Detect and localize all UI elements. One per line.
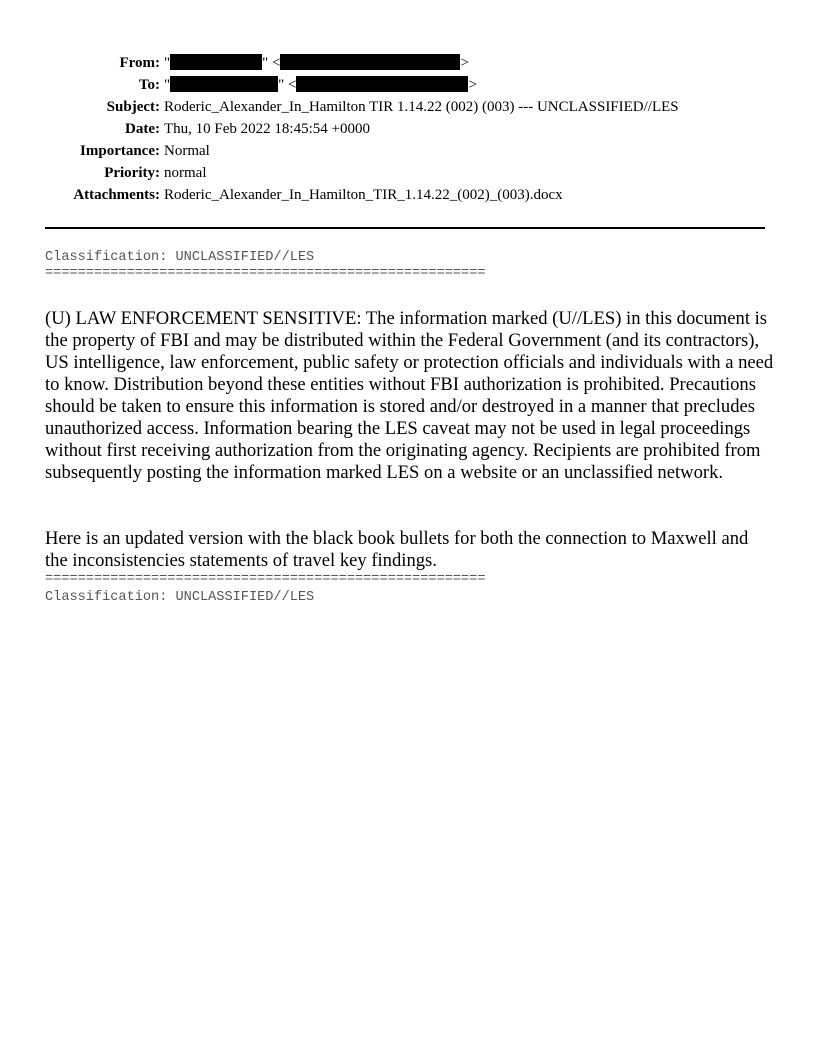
separator-bottom: ====================================================== [45, 572, 486, 587]
priority-label: Priority: [104, 165, 160, 181]
from-quote-close: " [262, 55, 269, 71]
to-value [160, 74, 477, 96]
to-quote-open: " [164, 77, 171, 93]
email-header [0, 52, 679, 206]
date-row [0, 118, 679, 140]
classification-bottom: Classification: UNCLASSIFIED//LES [45, 590, 315, 605]
date-label: Date: [125, 121, 160, 137]
from-label: From: [119, 55, 160, 71]
priority-value: normal [164, 165, 207, 181]
separator-top: ====================================================== [45, 266, 486, 281]
from-value [160, 52, 469, 74]
attachments-row [0, 184, 679, 206]
subject-label: Subject: [106, 99, 160, 115]
to-email-redaction [296, 76, 468, 92]
subject-row [0, 96, 679, 118]
subject-value: Roderic_Alexander_In_Hamilton TIR 1.14.22 (002) (003) --- UNCLASSIFIED//LES [164, 99, 679, 115]
attachments-label: Attachments: [73, 187, 160, 203]
importance-label: Importance: [80, 143, 160, 159]
to-quote-close: " [278, 77, 285, 93]
importance-row [0, 140, 679, 162]
to-row [0, 74, 679, 96]
priority-row [0, 162, 679, 184]
header-divider [45, 227, 765, 229]
from-email-redaction [280, 54, 460, 70]
date-value: Thu, 10 Feb 2022 18:45:54 +0000 [164, 121, 370, 137]
to-label: To: [138, 77, 160, 93]
to-lt: < [284, 77, 297, 93]
to-gt: > [468, 77, 477, 93]
message-text: Here is an updated version with the black book bullets for both the connection to Maxwell and the inconsistencies statements of travel key findings. [45, 528, 749, 571]
les-notice: (U) LAW ENFORCEMENT SENSITIVE: The information marked (U//LES) in this document is the property of FBI and may be distributed within the Federal Government (and its contractors), US intelligence, law enforcement, public safety or protection officials and individuals with a need to know. Distribution beyond these entities without FBI authorization is prohibited. Precautions should be taken to ensure this information is stored and/or destroyed in a manner that precludes unauthorized access. Information bearing the LES caveat may not be used in legal proceedings without first receiving authorization from the originating agency. Recipients are prohibited from subsequently posting the information marked LES on a website or an unclassified network. [45, 308, 774, 483]
from-lt: < [268, 55, 281, 71]
classification-top: Classification: UNCLASSIFIED//LES [45, 250, 315, 265]
importance-value: Normal [164, 143, 210, 159]
from-row [0, 52, 679, 74]
from-name-redaction [170, 54, 262, 70]
from-gt: > [460, 55, 469, 71]
from-quote-open: " [164, 55, 171, 71]
attachment-filename: Roderic_Alexander_In_Hamilton_TIR_1.14.22_(002)_(003).docx [164, 187, 563, 203]
to-name-redaction [170, 76, 278, 92]
